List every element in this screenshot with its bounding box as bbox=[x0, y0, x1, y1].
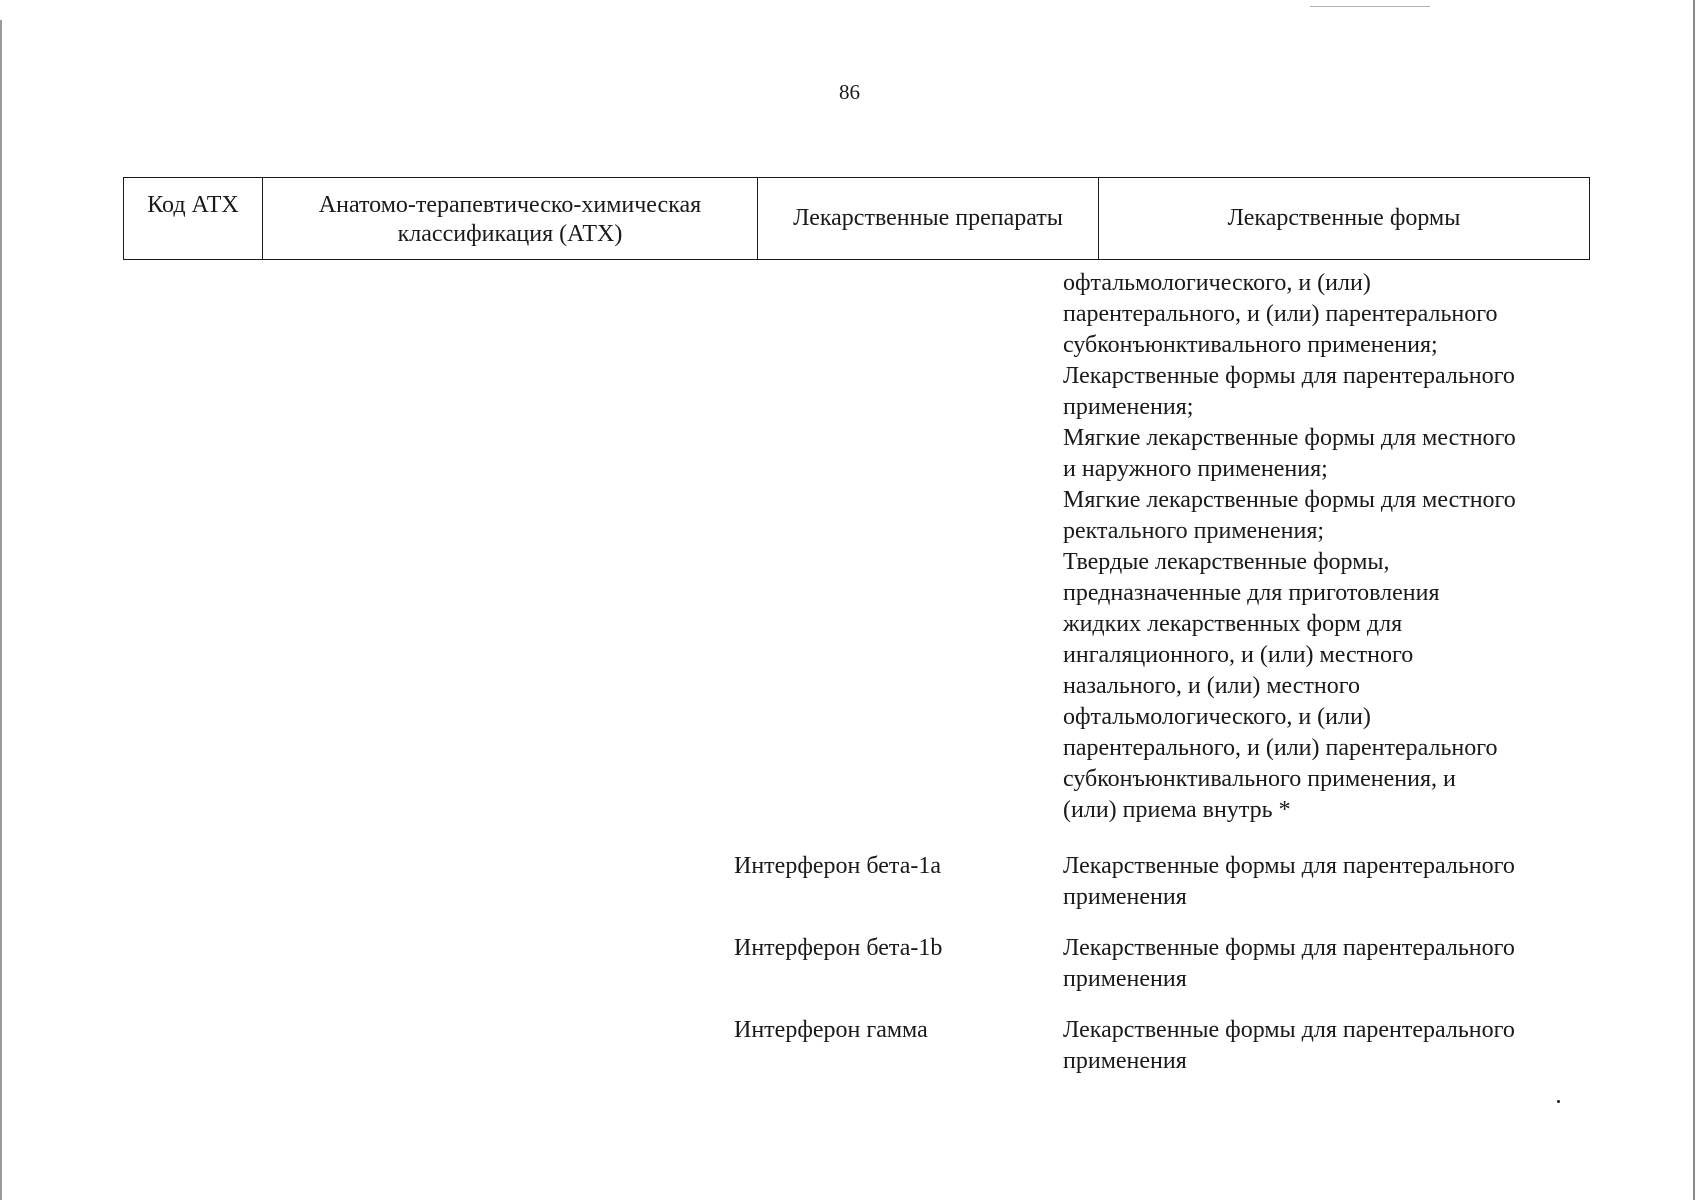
drug-form: Лекарственные формы для парентерального применения bbox=[1063, 935, 1515, 992]
header-forms: Лекарственные формы bbox=[1099, 178, 1590, 260]
header-code: Код АТХ bbox=[124, 178, 263, 260]
header-drugs: Лекарственные препараты bbox=[758, 178, 1099, 260]
table-header bbox=[123, 177, 1590, 260]
page-edge-left bbox=[0, 20, 2, 1200]
header-classification: Анатомо-терапевтическо-химическая классификация (АТХ) bbox=[263, 178, 758, 260]
forms-continuation: офтальмологического, и (или) парентерального, и (или) парентерального субконъюнктивального применения; Лекарственные формы для парентерального применения; Мягкие лекарственные формы для местного и наружного применения; Мягкие лекарственные формы для местного ректального применения; Твердые лекарственные формы, предназначенные для приготовления жидких лекарственных форм для ингаляционного, и (или) местного назального, и (или) местного офтальмологического, и (или) парентерального, и (или) парентерального субконъюнктивального применения, и (или) приема внутрь * bbox=[1063, 270, 1516, 823]
drug-form: Лекарственные формы для парентерального применения bbox=[1063, 1017, 1515, 1074]
page-edge-top bbox=[1310, 6, 1430, 7]
drug-form: Лекарственные формы для парентерального применения bbox=[1063, 853, 1515, 910]
page-edge-right bbox=[1693, 0, 1695, 1200]
drug-name: Интерферон бета-1а bbox=[734, 853, 941, 879]
drug-name: Интерферон гамма bbox=[734, 1017, 928, 1043]
page-number: 86 bbox=[839, 80, 860, 104]
scan-speck bbox=[1557, 1100, 1560, 1103]
drug-name: Интерферон бета-1b bbox=[734, 935, 943, 961]
header-row bbox=[124, 178, 1590, 260]
